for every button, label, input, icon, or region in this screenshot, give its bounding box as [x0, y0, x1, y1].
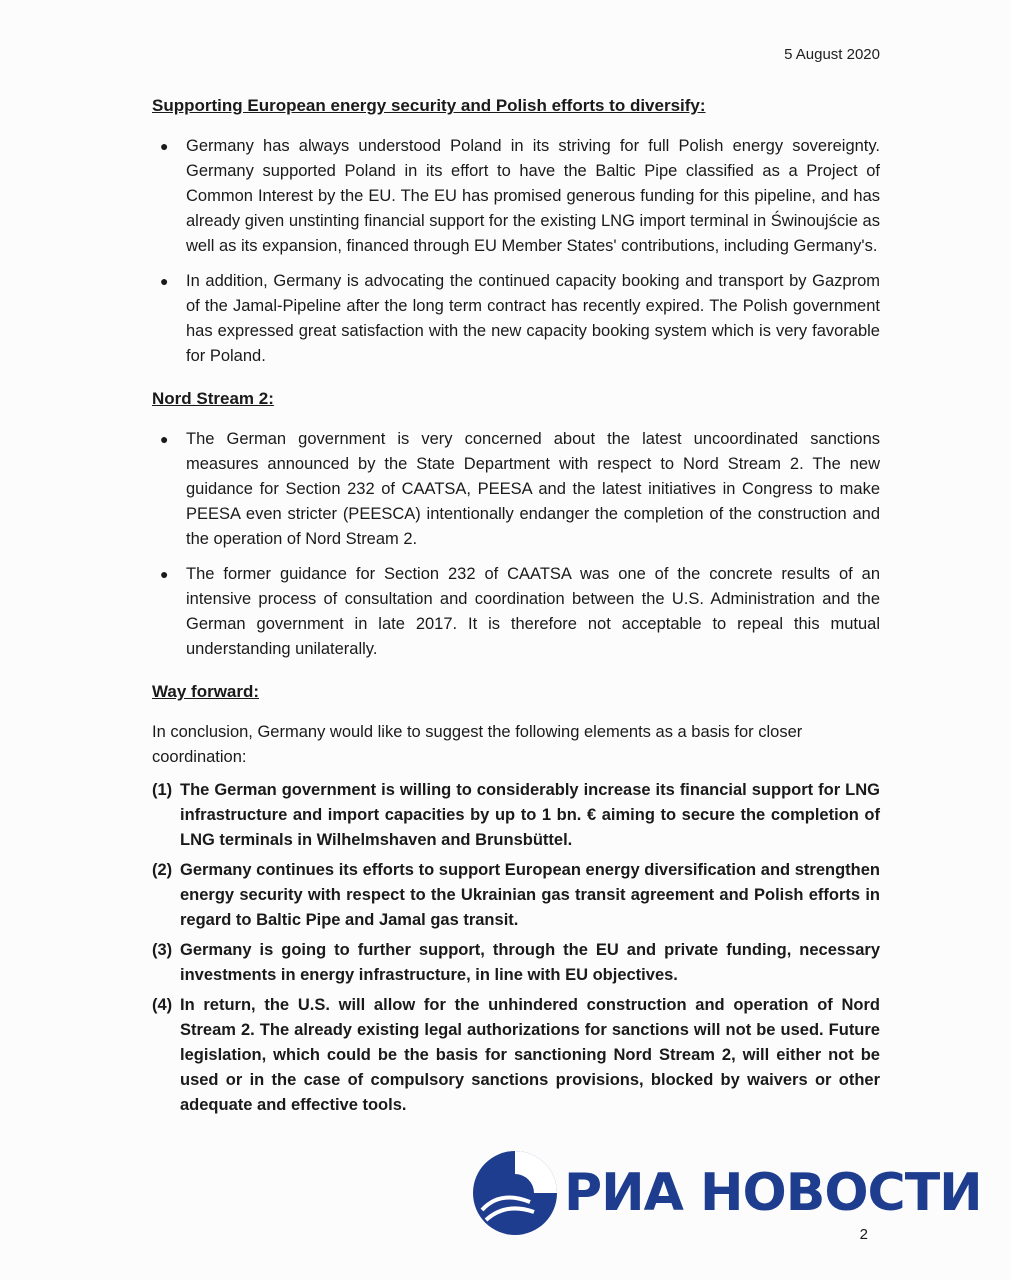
document-body [152, 96, 880, 1123]
numbered-item: (1) The German government is willing to considerably increase its financial support for LNG infrastructure and import capacities by up to 1 bn. € aiming to secure the completion of LNG terminals in Wilhelmshaven and Brunsbüttel. [152, 781, 880, 849]
document-date: 5 August 2020 [784, 46, 880, 63]
bullet-icon: ● [160, 431, 169, 447]
bullet-item: ● Germany has always understood Poland in its striving for full Polish energy sovereignty. Germany supported Poland in its effort to have the Baltic Pipe classified as a Project of Common Interest by the EU. The EU has promised generous funding for this pipeline, and has already given unstinting financial support for the existing LNG import terminal in Świnoujście as well as its expansion, financed through EU Member States' contributions, including Germany's. [152, 134, 880, 259]
bullet-icon: ● [160, 566, 169, 582]
bullet-icon: ● [160, 138, 169, 154]
section-heading: Nord Stream 2: [152, 389, 274, 408]
numbered-list [152, 778, 880, 1118]
bullet-list [152, 134, 880, 369]
bullet-item: ● The former guidance for Section 232 of CAATSA was one of the concrete results of an intensive process of consultation and coordination between the U.S. Administration and the German government in late 2017. It is therefore not acceptable to repeal this mutual understanding unilaterally. [152, 562, 880, 662]
ria-novosti-watermark [472, 1150, 982, 1236]
way-forward-heading: Way forward: [152, 682, 260, 701]
bullet-item: ● In addition, Germany is advocating the continued capacity booking and transport by Gazprom of the Jamal-Pipeline after the long term contract has recently expired. The Polish government has expressed great satisfaction with the new capacity booking system which is very favorable for Poland. [152, 269, 880, 369]
section-heading: Supporting European energy security and Polish efforts to diversify: [152, 96, 706, 115]
bullet-icon: ● [160, 273, 169, 289]
bullet-list [152, 427, 880, 662]
way-forward-intro: In conclusion, Germany would like to suggest the following elements as a basis for closer coordination: [152, 723, 803, 766]
page-number: 2 [859, 1226, 868, 1243]
numbered-item: (2) Germany continues its efforts to support European energy diversification and strengthen energy security with respect to the Ukrainian gas transit agreement and Polish efforts in regard to Baltic Pipe and Jamal gas transit. [152, 861, 880, 929]
bullet-item: ● The German government is very concerned about the latest uncoordinated sanctions measures announced by the State Department with respect to Nord Stream 2. The new guidance for Section 232 of CAATSA, PEESA and the latest initiatives in Congress to make PEESA even stricter (PEESCA) intentionally endanger the completion of the construction and the operation of Nord Stream 2. [152, 427, 880, 552]
numbered-item: (4) In return, the U.S. will allow for the unhindered construction and operation of Nord Stream 2. The already existing legal authorizations for sanctions will not be used. Future legislation, which could be the basis for sanctioning Nord Stream 2, will either not be used or in the case of compulsory sanctions provisions, blocked by waivers or other adequate and effective tools. [152, 996, 880, 1114]
numbered-item: (3) Germany is going to further support, through the EU and private funding, necessary investments in energy infrastructure, in line with EU objectives. [152, 941, 880, 984]
ria-logo-icon [472, 1150, 558, 1236]
watermark-text: РИА НОВОСТИ [564, 1163, 982, 1223]
